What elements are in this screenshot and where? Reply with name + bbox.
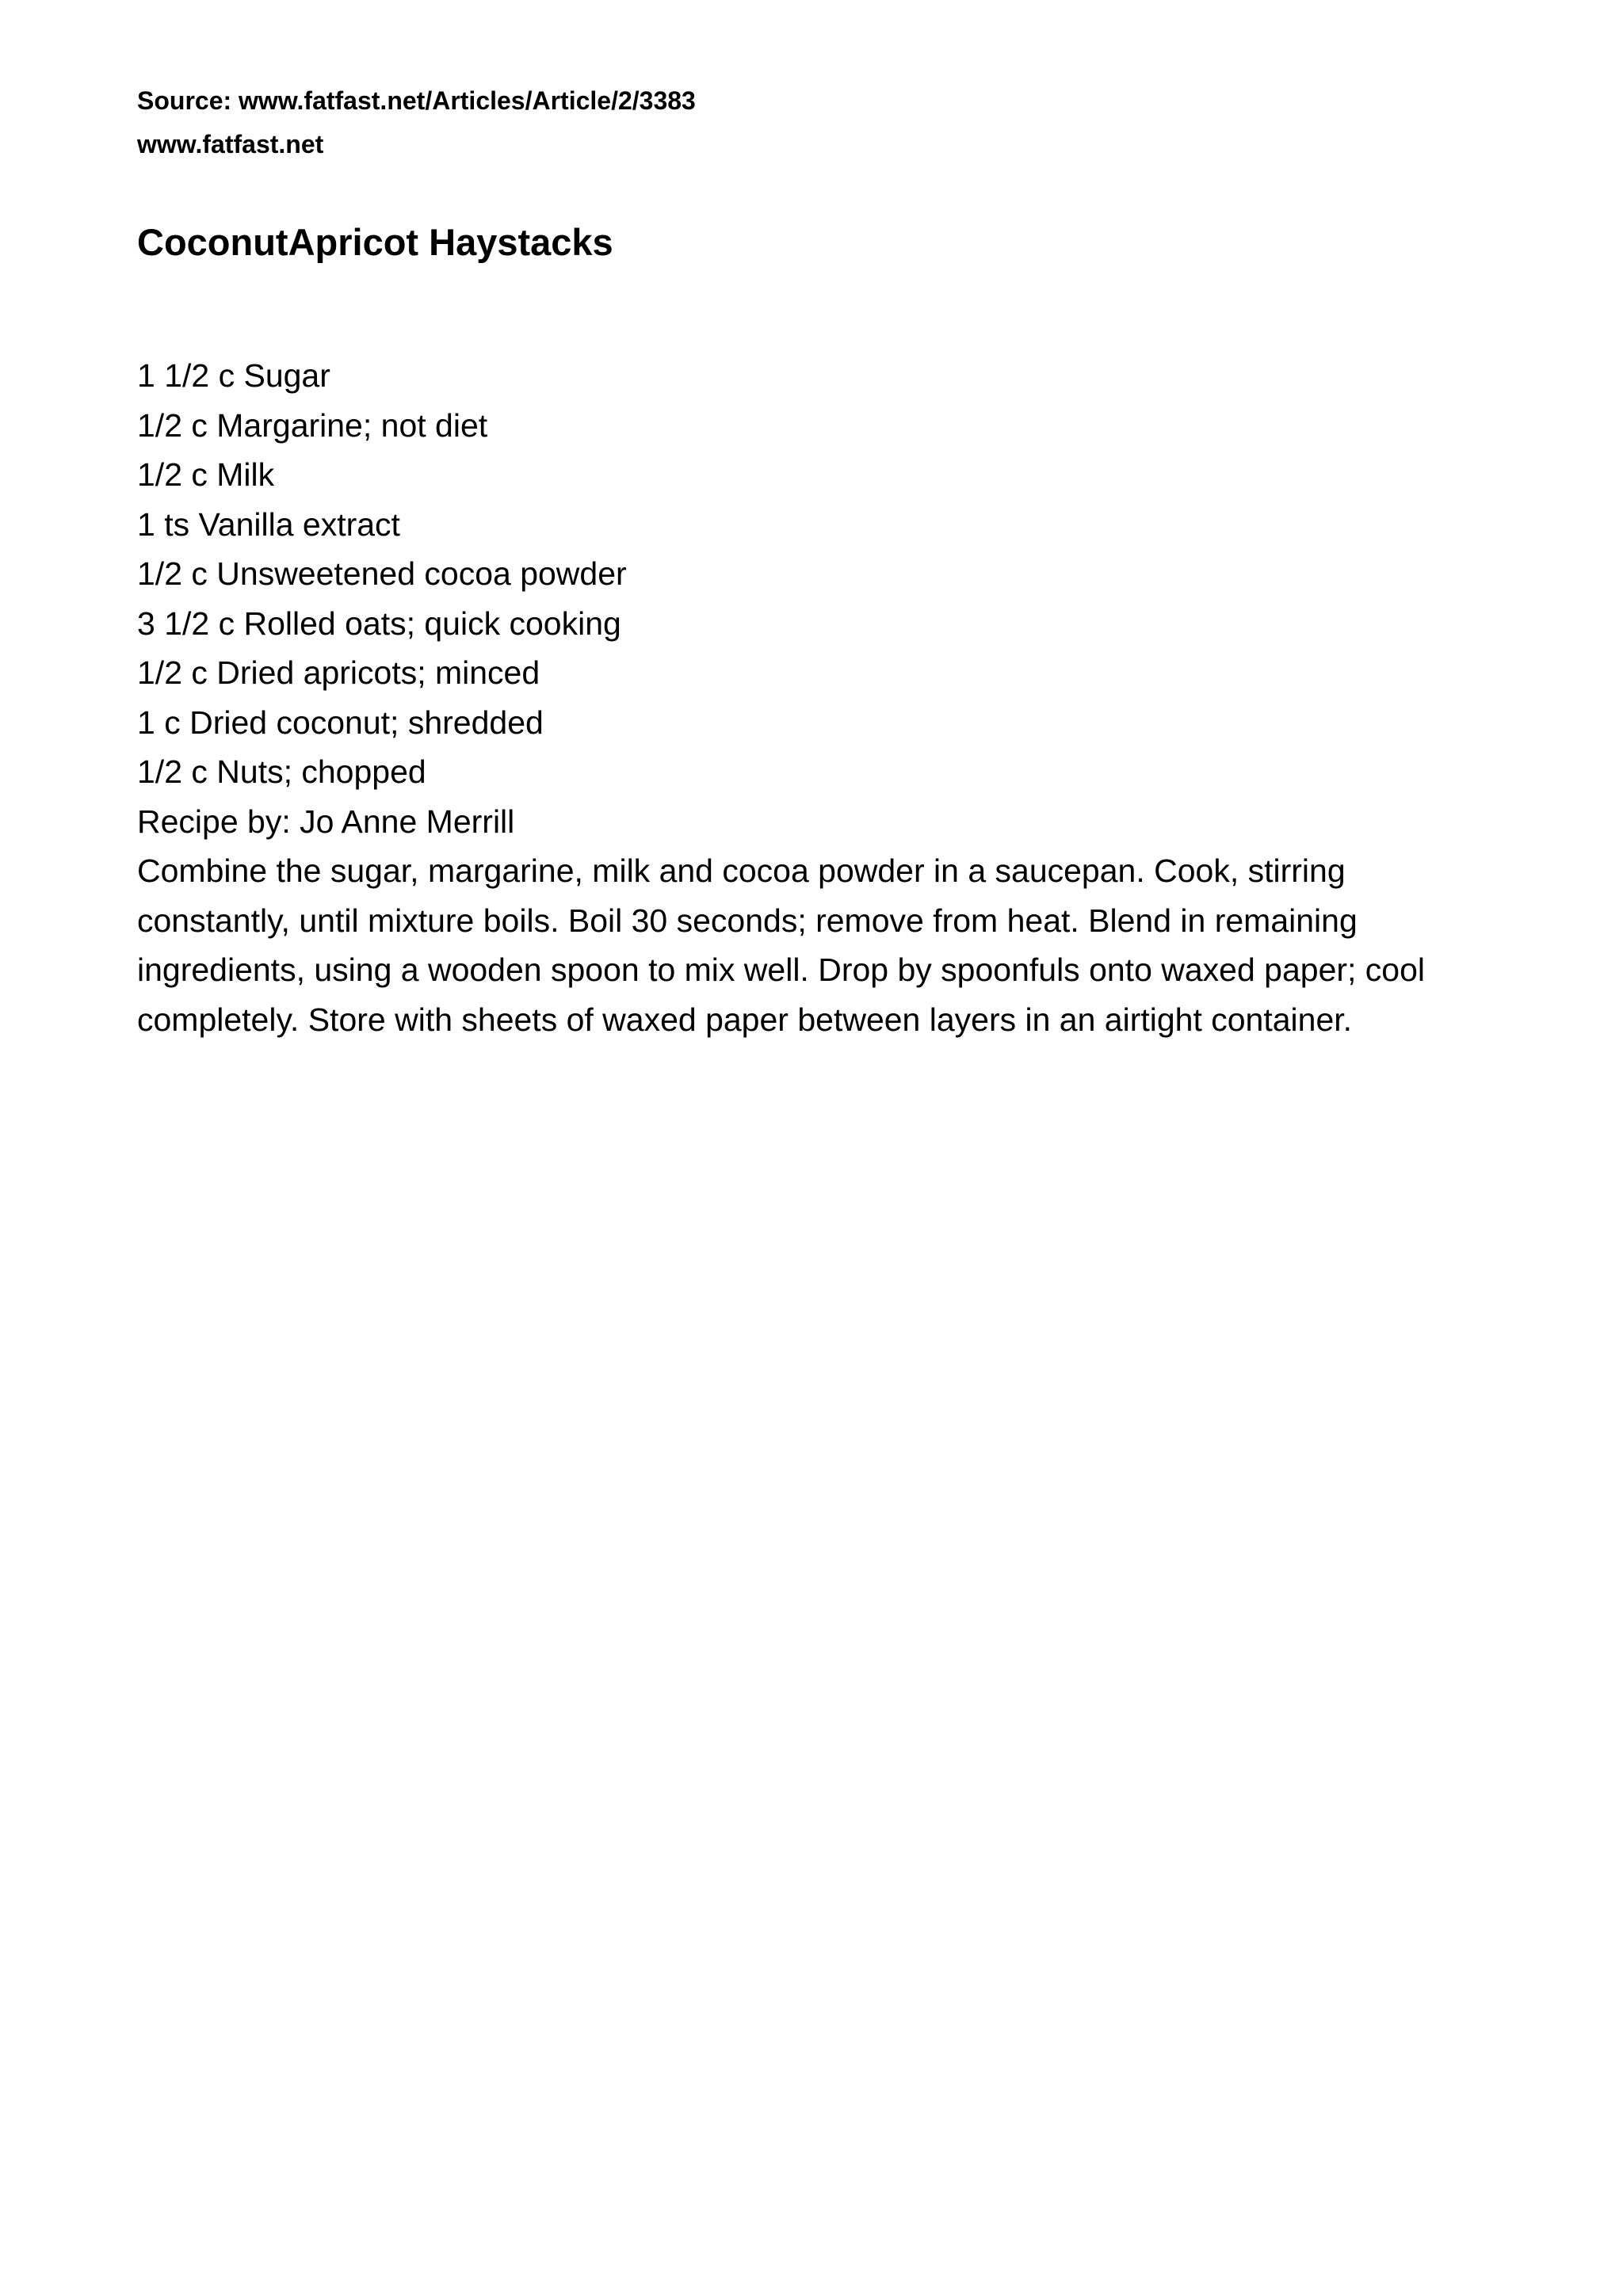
ingredient-item: 1/2 c Unsweetened cocoa powder: [137, 555, 627, 592]
recipe-body: [137, 351, 1484, 1044]
source-url: Source: www.fatfast.net/Articles/Article/2/3383: [137, 86, 696, 115]
ingredient-item: 1 1/2 c Sugar: [137, 357, 330, 394]
site-url: www.fatfast.net: [137, 130, 324, 158]
ingredient-item: 1/2 c Dried apricots; minced: [137, 654, 540, 691]
recipe-title: CoconutApricot Haystacks: [137, 221, 613, 263]
ingredient-item: 1 c Dried coconut; shredded: [137, 704, 544, 741]
ingredient-item: 1/2 c Nuts; chopped: [137, 753, 426, 790]
recipe-directions: Combine the sugar, margarine, milk and cocoa powder in a saucepan. Cook, stirring constantly, until mixture boils. Boil 30 seconds; remove from heat. Blend in remaining ingredients, using a wooden spoon to mix well. Drop by spoonfuls onto waxed paper; cool completely. Store with sheets of waxed paper between layers in an airtight container.: [137, 852, 1426, 1038]
ingredient-item: 3 1/2 c Rolled oats; quick cooking: [137, 605, 621, 642]
recipe-byline: Recipe by: Jo Anne Merrill: [137, 803, 515, 840]
ingredient-item: 1 ts Vanilla extract: [137, 505, 400, 543]
ingredient-item: 1/2 c Margarine; not diet: [137, 406, 488, 444]
ingredient-list: [137, 351, 1484, 797]
ingredient-item: 1/2 c Milk: [137, 456, 275, 493]
document-page: [137, 79, 1484, 1038]
